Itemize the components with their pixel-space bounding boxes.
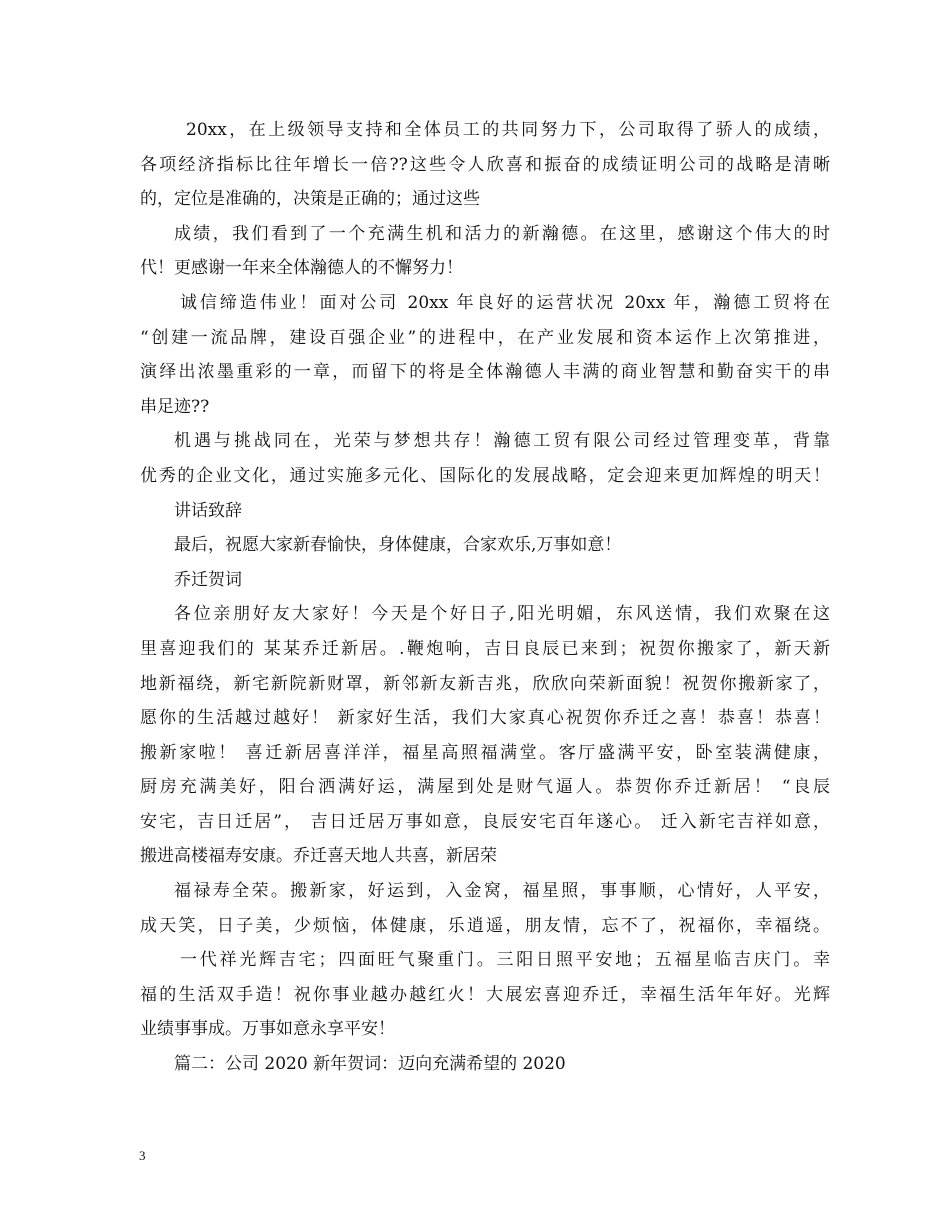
text-line: 乔迁贺词 [174, 569, 242, 590]
text-line: 串足迹?? [140, 396, 210, 417]
text-line: 搬进高楼福寿安康。乔迁喜天地人共喜，新居荣 [140, 846, 497, 867]
text-line: 愿你的生活越过越好！ 新家好生活，我们大家真心祝贺你乔迁之喜！恭喜！恭喜！ [140, 708, 830, 729]
text-line: 代！更感谢一年来全体瀚德人的不懈努力！ [140, 258, 463, 279]
text-line: 一代祥光辉吉宅；四面旺气聚重门。三阳日照平安地；五福星临吉庆门。幸 [180, 950, 830, 971]
text-line: 诚信缔造伟业！面对公司 20xx 年良好的运营状况 20xx 年，瀚德工贸将在 [180, 292, 830, 313]
text-line: 成天笑，日子美，少烦恼，体健康，乐逍遥，朋友情，忘不了，祝福你，幸福绕。 [140, 915, 830, 936]
text-line: 演绎出浓墨重彩的一章，而留下的将是全体瀚德人丰满的商业智慧和勤奋实干的串 [140, 362, 830, 383]
text-line: 讲话致辞 [174, 500, 242, 521]
document-body [140, 113, 830, 1082]
text-line: 厨房充满美好，阳台洒满好运，满屋到处是财气逼人。恭贺你乔迁新居！ “良辰 [140, 777, 830, 798]
text-line: 各项经济指标比往年增长一倍??这些令人欣喜和振奋的成绩证明公司的战略是清晰 [140, 154, 830, 175]
text-line: 各位亲朋好友大家好！今天是个好日子,阳光明媚，东风送情，我们欢聚在这 [174, 604, 830, 625]
text-line: 20xx，在上级领导支持和全体员工的共同努力下，公司取得了骄人的成绩， [186, 120, 830, 140]
text-line: 最后，祝愿大家新春愉快，身体健康，合家欢乐,万事如意！ [174, 535, 622, 556]
text-line: 篇二：公司 2020 新年贺词：迈向充满希望的 2020 [174, 1054, 566, 1075]
text-line: 福的生活双手造！祝你事业越办越红火！大展宏喜迎乔迁，幸福生活年年好。光辉 [140, 984, 830, 1005]
text-line: “创建一流品牌，建设百强企业”的进程中，在产业发展和资本运作上次第推进， [140, 327, 830, 348]
page-number: 3 [139, 1148, 146, 1163]
text-line: 机遇与挑战同在，光荣与梦想共存！瀚德工贸有限公司经过管理变革，背靠 [174, 431, 830, 452]
text-line: 优秀的企业文化，通过实施多元化、国际化的发展战略，定会迎来更加辉煌的明天！ [140, 465, 830, 486]
text-line: 成绩，我们看到了一个充满生机和活力的新瀚德。在这里，感谢这个伟大的时 [174, 223, 830, 244]
text-line: 业绩事事成。万事如意永享平安！ [140, 1019, 395, 1040]
text-line: 福禄寿全荣。搬新家，好运到，入金窝，福星照，事事顺，心情好，人平安， [174, 881, 830, 902]
text-line: 安宅，吉日迁居”， 吉日迁居万事如意，良辰安宅百年遂心。 迁入新宅吉祥如意， [140, 811, 830, 832]
text-line: 地新福绕，新宅新院新财罩，新邻新友新吉兆，欣欣向荣新面貌！祝贺你搬新家了， [140, 673, 830, 694]
text-line: 搬新家啦！ 喜迁新居喜洋洋，福星高照福满堂。客厅盛满平安，卧室装满健康， [140, 742, 830, 763]
text-line: 里喜迎我们的 某某乔迁新居。.鞭炮响，吉日良辰已来到；祝贺你搬家了，新天新 [140, 638, 830, 659]
text-line: 的，定位是准确的，决策是正确的；通过这些 [140, 189, 480, 210]
